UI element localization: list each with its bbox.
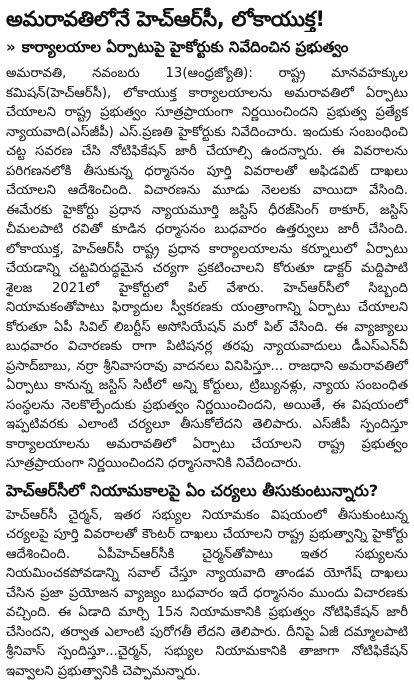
headline: అమరావతిలోనే హెచ్‌ఆర్‌సీ, లోకాయుక్త! [6,7,325,31]
paragraph-1-text: రాష్ట్ర మానవహక్కుల కమిషన్‌(హెచ్‌ఆర్‌సీ), లోకాయుక్త కార్యాలయాలను అమరావతిలో ఏర్పాటు చేయాలని రాష్ట్ర ప్రభుత్వం సూత్రప్రాయంగా నిర్ణయించిందని ప్రభుత్వ ప్రత్యేక న్యాయవాది(ఎస్‌జీపీ) ఎస్‌.ప్రణతి హైకోర్టుకు నివేదించారు. ఇందుకు సంబంధించి చట్ట సవరణ చేసి నోటిఫికేషన్‌ జారీ చేయాల్సి ఉందన్నారు. ఈ వివరాలను పరిగణనలోకి తీసుకున్న ధర్మాసనం పూర్తి వివరాలతో అఫిడవిట్‌ దాఖలు చేయాలని ఆదేశించింది. విచారణను మూడు నెలలకు వాయిదా వేసింది. ఈమేరకు హైకోర్టు ప్రధాన న్యాయమూర్తి జస్టిస్‌ ధీరజ్‌సింగ్‌ ఠాకూర్‌, జస్టిస్‌ చీమలపాటి రవితో కూడిన ధర్మాసనం బుధవారం ఉత్తర్వులు జారీ చేసింది. లోకాయుక్త, హెచ్‌ఆర్‌సీ రాష్ట్ర ప్రధాన కార్యాలయాలను కర్నూలులో ఏర్పాటు చేయడాన్ని చట్టవిరుద్ధమైన చర్యగా ప్రకటించాలని కోరుతూ డాక్టర్‌ మద్దిపాటి శైలజ 2021లో హైకోర్టులో పిల్‌ వేశారు. హెచ్‌ఆర్‌సీలో సిబ్బంది నియామకంతోపాటు ఫిర్యాదుల స్వీకరణకు యంత్రాంగాన్ని ఏర్పాటు చేయాలని కోరుతూ ఏపీ సివిల్‌ లిబర్టీస్‌ అసోసియేషన్‌ మరో పిల్‌ వేసింది. ఈ వ్యాజ్యాలు బుధవారం విచారణకు రాగా పిటిషనర్ల తరఫు న్యాయవాదులు డీఎస్‌ఎన్‌వీ ప్రసాద్‌బాబు, నర్రా శ్రీనివాసరావు వాదనలు వినిపిస్తూ... రాజధాని అమరావతిలో ఏర్పాటు కానున్న జస్టిస్‌ సిటీలో అన్ని కోర్టులు, ట్రిబ్యునళ్లు, న్యాయ సంబంధిత సంస్థలను నెలకొల్పేందుకు ప్రభుత్వం నిర్ణయించిందని, అయితే, ఈ విషయంలో ఇప్పటివరకు ఎలాంటి చర్యలూ తీసుకోలేదని తెలిపారు. ఎస్‌జీపీ స్పందిస్తూ కార్యాలయాలను అమరావతిలో ఏర్పాటు చేయాలని రాష్ట్ర ప్రభుత్వం సూత్రప్రాయంగా నిర్ణయించిందని ధర్మాసనానికి నివేదించారు. [6,66,408,471]
double-chevron-right-icon: » [6,37,16,56]
subhead-text: కార్యాలయాల ఏర్పాటుపై హైకోర్టుకు నివేదించిన ప్రభుత్వం [21,38,349,56]
section-subheading: హెచ్‌ఆర్‌సీలో నియామకాలపై ఏం చర్యలు తీసుకుంటున్నారు? [6,480,379,500]
body-paragraph-1 [6,64,408,474]
dateline: అమరావతి, నవంబరు 13(ఆంధ్రజ్యోతి): [6,66,253,81]
subhead [6,36,408,58]
body-paragraph-2: హెచ్‌ఆర్‌సీ చైర్మన్‌, ఇతర సభ్యుల నియామకం విషయంలో తీసుకుంటున్న చర్యలపై పూర్తి వివరాలతో కౌంటర్‌ దాఖలు చేయాలని రాష్ట్ర ప్రభుత్వాన్ని హైకోర్టు ఆదేశించింది. ఏపీహెచ్‌ఆర్‌సీకి చైర్మన్‌తోపాటు ఇతర సభ్యులను నియమించకపోవడాన్ని సవాల్‌ చేస్తూ న్యాయవాది తాండవ యోగేష్‌ దాఖలు చేసిన ప్రజా ప్రయోజన వ్యాజ్యం బుధవారం ఇదే ధర్మాసనం ముందు విచారణకు వచ్చింది. ఈ ఏడాది మార్చి 15న నియామకానికి ప్రభుత్వం నోటిఫికేషన్‌ జారీ చేసిందని, తర్వాత ఎలాంటి పురోగతీ లేదని తెలిపారు. దీనిపై ఏజీ దమ్మాలపాటి శ్రీనివాస్‌ స్పందిస్తూ...చైర్మన్‌, సభ్యుల నియామకానికి తాజాగా నోటిఫికేషన్‌ ఇవ్వాలని ప్రభుత్వానికి చెప్పామన్నారు. [6,507,408,679]
